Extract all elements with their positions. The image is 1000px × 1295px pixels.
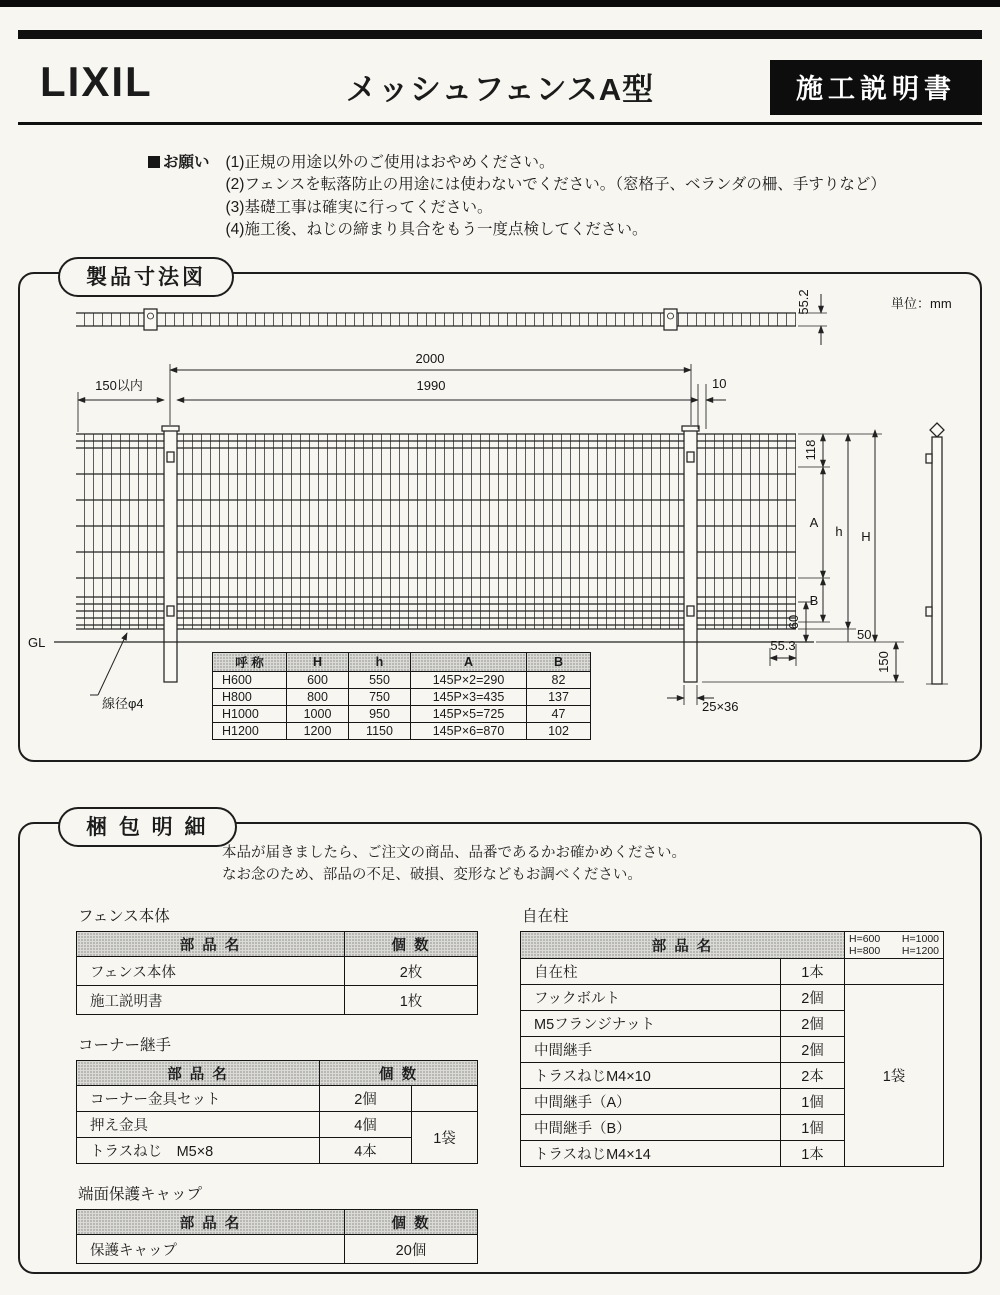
col-part-name: 部 品 名 (521, 932, 845, 959)
dim-cell: H600 (213, 672, 287, 689)
dim-cell: 950 (349, 706, 411, 723)
gl-label: GL (28, 635, 46, 650)
dim-cell: 145P×2=290 (411, 672, 527, 689)
col-qty: 個 数 (345, 932, 478, 957)
col-part-name: 部 品 名 (77, 1061, 320, 1086)
corner-joint-table (76, 1060, 478, 1164)
variant-h800: H=800 (849, 945, 881, 958)
variant-h600: H=600 (849, 933, 881, 945)
dim-post-section (667, 685, 739, 714)
dim-cell: H800 (213, 689, 287, 706)
dim-cell: 1150 (349, 723, 411, 740)
dim-row-h800 (213, 689, 591, 706)
part-name: トラスねじ M5×8 (77, 1138, 320, 1164)
col-qty: 個 数 (345, 1210, 478, 1235)
dim-cell: 750 (349, 689, 411, 706)
part-name: M5フランジナット (521, 1011, 781, 1037)
lixil-logo: LIXIL (40, 58, 153, 105)
part-name: 中間継手 (521, 1037, 781, 1063)
dim-rail-depth (796, 289, 827, 345)
part-name: 中間継手（A） (521, 1089, 781, 1115)
header-rule (18, 122, 982, 125)
scan-edge (0, 0, 1000, 7)
part-qty: 4個 (320, 1112, 412, 1138)
part-qty: 20個 (345, 1235, 478, 1264)
dim-label-B: B (809, 593, 819, 608)
part-qty: 2個 (781, 1037, 845, 1063)
dim-label-150: 150 (876, 651, 891, 673)
dim-row-h600 (213, 672, 591, 689)
dim-row-h1200 (213, 723, 591, 740)
fence-post-left (162, 426, 179, 682)
dim-col-h: h (349, 653, 411, 672)
dim-label-150-max: 150以内 (95, 378, 143, 393)
dim-col-H: H (287, 653, 349, 672)
empty-cell (412, 1086, 478, 1112)
dim-cell: H1200 (213, 723, 287, 740)
dimension-section-title: 製品寸法図 (58, 257, 234, 297)
dim-col-name: 呼 称 (213, 653, 287, 672)
part-name: フックボルト (521, 985, 781, 1011)
notice-items (226, 152, 886, 242)
notice-block (148, 152, 886, 242)
dim-row-h1000 (213, 706, 591, 723)
table-row (77, 986, 478, 1015)
notice-item-4: (4)施工後、ねじの締まり具合をもう一度点検してください。 (225, 221, 648, 239)
product-dimension-section (18, 266, 982, 762)
col-part-name: 部 品 名 (77, 1210, 345, 1235)
packing-intro-line2: なお念のため、部品の不足、破損、変形などもお調べください。 (222, 867, 642, 884)
empty-cell (845, 959, 944, 985)
dim-cell: 600 (287, 672, 349, 689)
col-part-name: 部 品 名 (77, 932, 345, 957)
dim-cell: 145P×6=870 (411, 723, 527, 740)
fence-post-right (682, 426, 699, 682)
dim-label-H: H (861, 529, 871, 544)
filled-square-icon (148, 156, 160, 168)
packing-intro (222, 842, 686, 887)
dim-label-A: A (809, 515, 819, 530)
dim-cell: 800 (287, 689, 349, 706)
dim-cell: 137 (527, 689, 591, 706)
part-name: 保護キャップ (77, 1235, 345, 1264)
table-row (521, 985, 944, 1011)
dim-cell: 145P×3=435 (411, 689, 527, 706)
dim-label-1990: 1990 (416, 378, 446, 393)
top-rule (18, 30, 982, 39)
part-qty: 2個 (320, 1086, 412, 1112)
free-post-heading: 自在柱 (522, 908, 569, 925)
wire-diameter-callout (90, 633, 144, 711)
wire-dia-label: 線径φ4 (102, 696, 144, 711)
notice-label (148, 152, 210, 242)
packing-right-column (520, 904, 944, 1167)
part-name: コーナー金具セット (77, 1086, 320, 1112)
end-cap-heading: 端面保護キャップ (78, 1186, 203, 1203)
part-qty: 1個 (781, 1115, 845, 1141)
dim-panel-row (78, 376, 726, 432)
notice-item-2: (2)フェンスを転落防止の用途には使わないでください。（窓格子、ベランダの柵、手すりなど） (225, 176, 886, 194)
fence-body-heading: フェンス本体 (78, 908, 170, 925)
part-name: 自在柱 (521, 959, 781, 985)
part-qty: 4本 (320, 1138, 412, 1164)
dim-col-B: B (527, 653, 591, 672)
dim-cell: 550 (349, 672, 411, 689)
post-side-view (926, 423, 948, 684)
part-name: トラスねじM4×10 (521, 1063, 781, 1089)
part-name: 中間継手（B） (521, 1115, 781, 1141)
table-row (77, 1112, 478, 1138)
dim-label-10: 10 (712, 376, 727, 391)
part-qty: 2本 (781, 1063, 845, 1089)
dim-cell: 1000 (287, 706, 349, 723)
dim-label-h: h (835, 524, 843, 539)
dim-col-A: A (411, 653, 527, 672)
packing-section-title: 梱 包 明 細 (58, 807, 237, 847)
packing-left-column (76, 904, 478, 1264)
bag-count: 1袋 (412, 1112, 478, 1164)
free-post-table (520, 931, 944, 1167)
product-title: メッシュフェンスA型 (345, 72, 655, 107)
part-qty: 1個 (781, 1089, 845, 1115)
dim-label-60: 60 (786, 614, 801, 630)
doc-type-badge: 施工説明書 (770, 60, 982, 115)
dim-cell: 1200 (287, 723, 349, 740)
fence-body-table (76, 931, 478, 1015)
table-row (521, 959, 944, 985)
dim-label-50: 50 (857, 627, 872, 642)
part-qty: 1本 (781, 1141, 845, 1167)
part-qty: 2枚 (345, 957, 478, 986)
variant-h1200: H=1200 (901, 945, 939, 958)
dim-label-55-3: 55.3 (770, 638, 796, 653)
part-name: 押え金具 (77, 1112, 320, 1138)
dim-cell: 82 (527, 672, 591, 689)
dim-label-55-2: 55.2 (796, 289, 811, 315)
part-name: 施工説明書 (77, 986, 345, 1015)
part-name: トラスねじM4×14 (521, 1141, 781, 1167)
dimension-table (212, 652, 591, 740)
packing-list-section (18, 816, 982, 1274)
notice-item-3: (3)基礎工事は確実に行ってください。 (225, 198, 493, 216)
packing-intro-line1: 本品が届きましたら、ご注文の商品、品番であるかお確かめください。 (222, 845, 686, 861)
part-qty: 2個 (781, 985, 845, 1011)
dim-cell: 102 (527, 723, 591, 740)
notice-label-text: お願い (163, 154, 210, 171)
dim-label-2000: 2000 (415, 351, 445, 366)
dim-label-118: 118 (803, 439, 818, 461)
dim-cell: 145P×5=725 (411, 706, 527, 723)
col-qty: 個 数 (320, 1061, 478, 1086)
dim-table-header-row (213, 653, 591, 672)
height-variants-header (845, 932, 944, 959)
dim-label-25x36: 25×36 (702, 699, 739, 714)
end-cap-table (76, 1209, 478, 1264)
part-qty: 2個 (781, 1011, 845, 1037)
table-row (77, 1086, 478, 1112)
table-row (77, 1235, 478, 1264)
unit-label: 単位：mm (891, 296, 952, 311)
dim-cell: H1000 (213, 706, 287, 723)
table-row (77, 957, 478, 986)
bag-count: 1袋 (845, 985, 944, 1167)
notice-item-1: (1)正規の用途以外のご使用はおやめください。 (225, 154, 555, 171)
part-name: フェンス本体 (77, 957, 345, 986)
dim-cell: 47 (527, 706, 591, 723)
fence-plan-view (76, 309, 796, 330)
part-qty: 1本 (781, 959, 845, 985)
dim-post-offset (770, 638, 796, 666)
corner-joint-heading: コーナー継手 (78, 1037, 172, 1054)
part-qty: 1枚 (345, 986, 478, 1015)
variant-h1000: H=1000 (901, 933, 939, 945)
